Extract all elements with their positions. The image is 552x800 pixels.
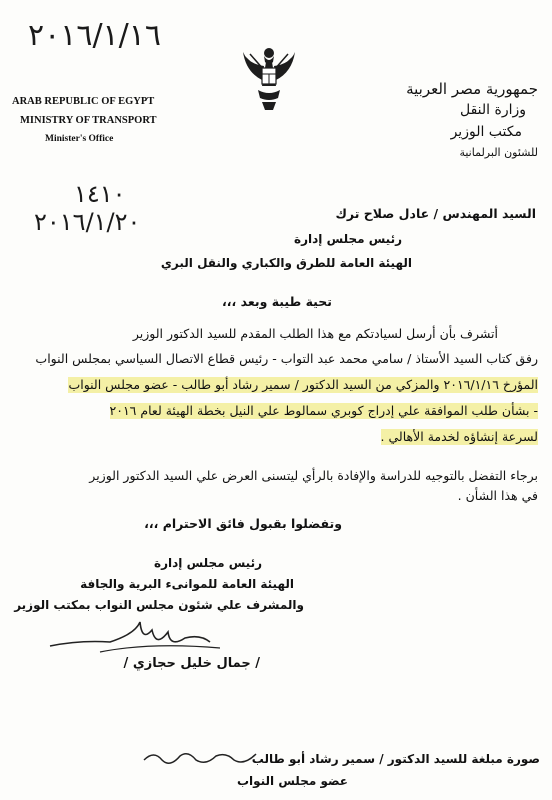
signatory-title-2: الهيئة العامة للموانىء البرية والجافة: [80, 577, 294, 591]
handwritten-date: ٢٠١٦/١/١٦: [28, 18, 162, 53]
body-line-2: رفق كتاب السيد الأستاذ / سامي محمد عبد التواب - رئيس قطاع الاتصال السياسي بمجلس النواب: [35, 351, 538, 366]
copy-to-line-2: عضو مجلس النواب: [236, 774, 348, 788]
request-line-1: برجاء التفضل بالتوجيه للدراسة والإفادة بالرأي ليتسنى العرض علي السيد الدكتور الوزير: [89, 468, 538, 483]
request-line-2: في هذا الشأن .: [457, 488, 538, 503]
header-office-en: Minister's Office: [45, 134, 114, 144]
copy-to-line-1: صورة مبلغة للسيد الدكتور / سمير رشاد أبو طالب: [251, 752, 540, 766]
handwritten-annotation: [140, 746, 260, 770]
body-line-3: المؤرخ ٢٠١٦/١/١٦ والمزكي من السيد الدكتور / سمير رشاد أبو طالب - عضو مجلس النواب: [68, 377, 538, 392]
addressee-title: رئيس مجلس إدارة: [294, 232, 402, 246]
addressee-name: السيد المهندس / عادل صلاح ترك: [335, 206, 536, 221]
addressee-org: الهيئة العامة للطرق والكباري والنقل البري: [160, 256, 412, 270]
header-ministry-en: MINISTRY OF TRANSPORT: [20, 115, 157, 126]
signatory-name: / جمال خليل حجازي /: [123, 656, 260, 671]
header-ministry-ar: وزارة النقل: [459, 102, 526, 118]
closing: وتفضلوا بقبول فائق الاحترام ،،،: [144, 516, 342, 531]
eagle-emblem-icon: [240, 44, 298, 114]
handwritten-ref-number: ١٤١٠: [74, 180, 126, 208]
handwritten-signature: [40, 612, 230, 662]
body-line-5: لسرعة إنشاؤه لخدمة الأهالي .: [380, 429, 538, 444]
header-country-en: ARAB REPUBLIC OF EGYPT: [12, 96, 155, 107]
handwritten-ref-date: ٢٠١٦/١/٢٠: [34, 208, 141, 236]
body-line-4: - بشأن طلب الموافقة علي إدراج كوبري سمالوط علي النيل بخطة الهيئة لعام ٢٠١٦: [109, 403, 538, 418]
header-parliament-ar: للشئون البرلمانية: [459, 146, 538, 159]
greeting: تحية طيبة وبعد ،،،: [222, 294, 332, 309]
header-country-ar: جمهورية مصر العربية: [406, 80, 538, 98]
body-line-1: أتشرف بأن أرسل لسيادتكم مع هذا الطلب المقدم للسيد الدكتور الوزير: [132, 326, 498, 341]
signatory-title-3: والمشرف علي شئون مجلس النواب بمكتب الوزير: [14, 598, 304, 612]
signatory-title-1: رئيس مجلس إدارة: [154, 556, 262, 570]
header-office-ar: مكتب الوزير: [450, 124, 522, 140]
